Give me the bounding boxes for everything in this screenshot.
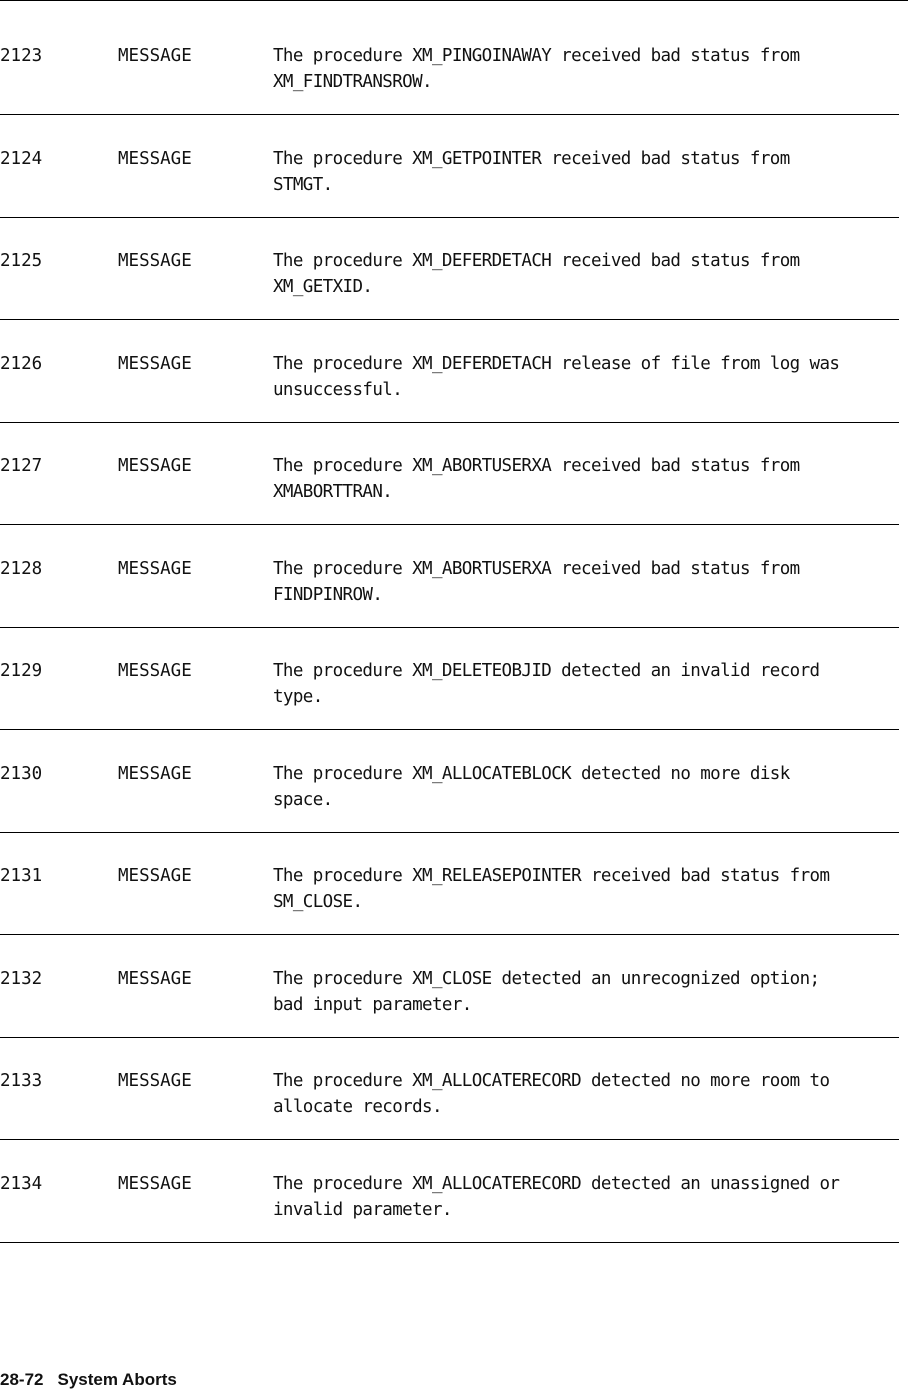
message-text-line: The procedure XM_DEFERDETACH release of file from log was	[273, 353, 840, 374]
message-entry	[0, 423, 899, 525]
message-type: MESSAGE	[118, 866, 192, 886]
message-text-line: XM_GETXID.	[273, 277, 373, 297]
message-code: 2130	[0, 763, 43, 784]
message-text-line: The procedure XM_ALLOCATERECORD detected an unassigned or	[273, 1173, 840, 1194]
message-text	[273, 966, 907, 1018]
message-type: MESSAGE	[118, 353, 192, 374]
message-entry	[0, 1038, 899, 1140]
message-text-line: The procedure XM_ABORTUSERXA received bad status from	[273, 456, 800, 476]
message-entry	[0, 116, 899, 218]
message-text-line: The procedure XM_DELETEOBJID detected an invalid record	[273, 661, 820, 681]
entry-divider	[0, 1242, 899, 1243]
message-text	[273, 556, 907, 608]
message-type: MESSAGE	[118, 558, 192, 579]
message-text-line: space.	[273, 789, 333, 810]
message-text	[273, 761, 907, 813]
message-text	[273, 658, 907, 710]
message-text-line: unsuccessful.	[273, 379, 403, 400]
section-title: System Aborts	[57, 1370, 177, 1389]
message-entry	[0, 936, 899, 1038]
message-code: 2134	[0, 1173, 43, 1194]
message-text	[273, 1068, 907, 1120]
message-text-line: XM_FINDTRANSROW.	[273, 72, 432, 92]
message-code: 2127	[0, 456, 43, 476]
message-type: MESSAGE	[118, 661, 192, 681]
message-code: 2133	[0, 1071, 43, 1091]
message-text-line: The procedure XM_DEFERDETACH received bad status from	[273, 251, 800, 271]
message-text-line: XMABORTTRAN.	[273, 482, 393, 502]
message-text-line: bad input parameter.	[273, 994, 472, 1015]
message-type: MESSAGE	[118, 148, 192, 169]
message-text-line: invalid parameter.	[273, 1199, 452, 1220]
page-number: 28-72	[0, 1370, 44, 1389]
message-type: MESSAGE	[118, 1071, 192, 1091]
message-entry	[0, 218, 899, 320]
message-text-line: The procedure XM_RELEASEPOINTER received bad status from	[273, 866, 830, 886]
message-type: MESSAGE	[118, 251, 192, 271]
message-code: 2126	[0, 353, 43, 374]
message-code: 2124	[0, 148, 43, 169]
message-code: 2123	[0, 46, 43, 66]
message-entry	[0, 1141, 899, 1243]
message-code: 2129	[0, 661, 43, 681]
top-rule	[0, 0, 908, 1]
message-text	[273, 248, 907, 300]
message-text	[273, 1171, 907, 1223]
message-text-line: FINDPINROW.	[273, 584, 383, 605]
message-entry	[0, 833, 899, 935]
message-code: 2131	[0, 866, 43, 886]
message-text-line: allocate records.	[273, 1097, 442, 1117]
page-footer	[0, 1370, 177, 1390]
message-type: MESSAGE	[118, 763, 192, 784]
message-text-line: The procedure XM_ALLOCATEBLOCK detected no more disk	[273, 763, 790, 784]
message-text	[273, 146, 907, 198]
message-entry	[0, 321, 899, 423]
message-text	[273, 453, 907, 505]
message-text-line: The procedure XM_ALLOCATERECORD detected no more room to	[273, 1071, 830, 1091]
message-type: MESSAGE	[118, 456, 192, 476]
message-type: MESSAGE	[118, 1173, 192, 1194]
message-entry	[0, 526, 899, 628]
message-text	[273, 43, 907, 95]
message-entry	[0, 731, 899, 833]
message-type: MESSAGE	[118, 46, 192, 66]
message-code: 2132	[0, 968, 43, 989]
message-entry	[0, 628, 899, 730]
message-text-line: The procedure XM_GETPOINTER received bad status from	[273, 148, 790, 169]
message-entry	[0, 13, 899, 115]
message-text	[273, 351, 907, 403]
message-code: 2125	[0, 251, 43, 271]
message-text	[273, 863, 907, 915]
message-code: 2128	[0, 558, 43, 579]
message-text-line: STMGT.	[273, 174, 333, 195]
message-type: MESSAGE	[118, 968, 192, 989]
message-text-line: The procedure XM_PINGOINAWAY received bad status from	[273, 46, 800, 66]
message-text-line: The procedure XM_ABORTUSERXA received bad status from	[273, 558, 800, 579]
message-text-line: SM_CLOSE.	[273, 892, 363, 912]
message-text-line: The procedure XM_CLOSE detected an unrecognized option;	[273, 968, 820, 989]
message-text-line: type.	[273, 687, 323, 707]
